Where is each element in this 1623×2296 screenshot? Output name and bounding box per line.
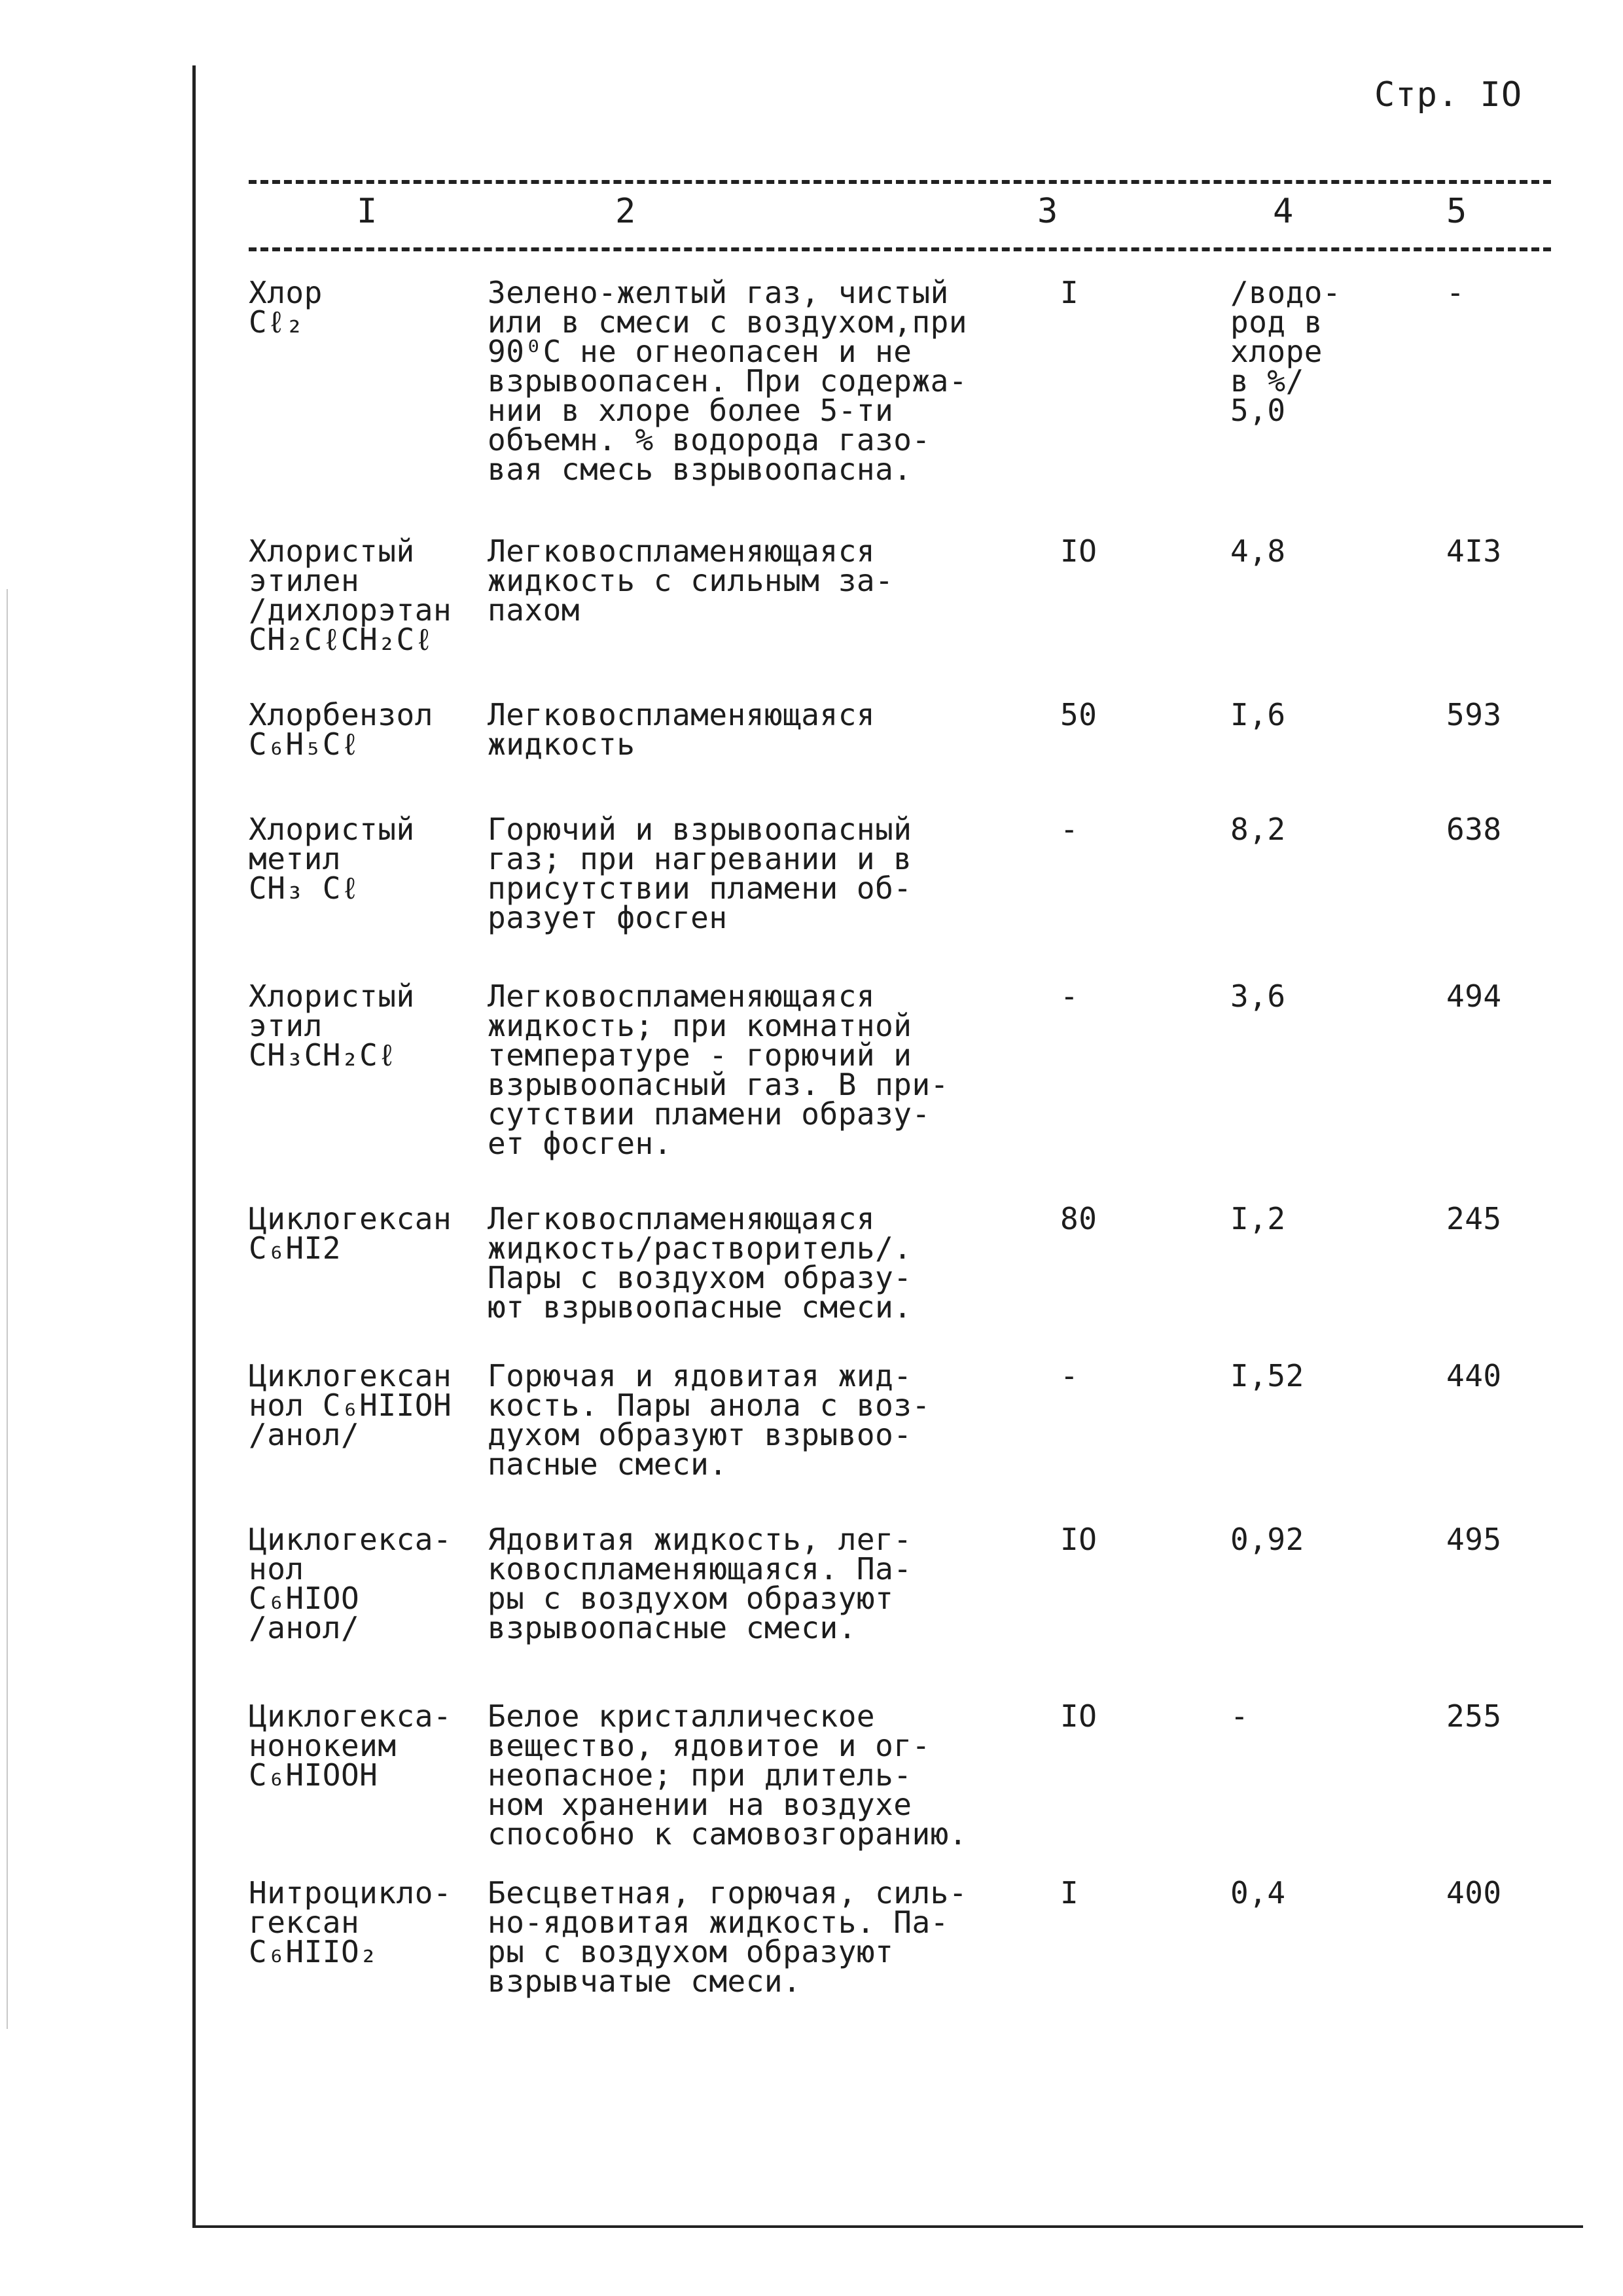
substance-description: Горючий и взрывоопасный газ; при нагревании и в присутствии пламени об- разует фосген	[488, 812, 912, 935]
value-col5: 400	[1446, 1875, 1502, 1910]
value-col4: 4,8	[1230, 533, 1286, 569]
value-col5: 494	[1446, 978, 1502, 1014]
column-header-2: 2	[615, 192, 636, 231]
substance-description: Легковоспламеняющаяся жидкость/растворитель/. Пары с воздухом образу- ют взрывоопасные смеси.	[488, 1201, 912, 1325]
value-col4: 0,4	[1230, 1875, 1286, 1910]
value-col3: IO	[1060, 1698, 1097, 1734]
value-col4: 0,92	[1230, 1522, 1304, 1557]
column-header-3: 3	[1037, 192, 1058, 231]
value-col3: I	[1060, 1875, 1079, 1910]
substance-name: Хлор Cℓ₂	[249, 275, 323, 340]
value-col5: 638	[1446, 812, 1502, 847]
value-col4: I,2	[1230, 1201, 1286, 1236]
value-col5: 4I3	[1446, 533, 1502, 569]
column-header-4: 4	[1273, 192, 1294, 231]
substance-description: Легковоспламеняющаяся жидкость с сильным за- пахом	[488, 533, 894, 628]
substance-name: Хлористый этил CH₃CH₂Cℓ	[249, 978, 415, 1073]
substance-description: Ядовитая жидкость, лег- ковоспламеняющаяся. Па- ры с воздухом образуют взрывоопасные смеси.	[488, 1522, 912, 1645]
substance-name: Циклогекса- нонокеим C₆HIOOH	[249, 1698, 452, 1793]
value-col4: /водо- род в хлоре в %/ 5,0	[1230, 275, 1342, 428]
substance-name: Хлористый этилен /дихлорэтан CH₂CℓCH₂Cℓ	[249, 533, 452, 657]
page-number: Стр. IO	[1374, 75, 1523, 115]
value-col3: I	[1060, 275, 1079, 310]
value-col3: -	[1060, 1358, 1079, 1393]
value-col4: -	[1230, 1698, 1249, 1734]
substance-name: Хлорбензол C₆H₅Cℓ	[249, 697, 433, 762]
substance-name: Циклогексан C₆HI2	[249, 1201, 452, 1266]
value-col4: I,52	[1230, 1358, 1304, 1393]
value-col5: 440	[1446, 1358, 1502, 1393]
substance-description: Белое кристаллическое вещество, ядовитое и ог- неопасное; при длитель- ном хранении на воздухе способно к самовозгоранию.	[488, 1698, 968, 1852]
header-top-rule	[249, 180, 1551, 184]
substance-name: Циклогекса- нол C₆HIOO /анол/	[249, 1522, 452, 1645]
substance-description: Зелено-желтый газ, чистый или в смеси с воздухом,при 90⁰С не огнеопасен и не взрывоопасен. При содержа- нии в хлоре более 5-ти объемн. % водорода газо- вая смесь взрывоопасна.	[488, 275, 968, 487]
column-header-5: 5	[1446, 192, 1467, 231]
value-col5: -	[1446, 275, 1465, 310]
value-col3: IO	[1060, 533, 1097, 569]
value-col5: 255	[1446, 1698, 1502, 1734]
value-col3: -	[1060, 978, 1079, 1014]
substance-description: Легковоспламеняющаяся жидкость	[488, 697, 876, 762]
column-header-1: I	[357, 192, 378, 231]
value-col4: I,6	[1230, 697, 1286, 732]
value-col4: 3,6	[1230, 978, 1286, 1014]
substance-name: Хлористый метил CH₃ Cℓ	[249, 812, 415, 906]
header-bottom-rule	[249, 247, 1551, 251]
substance-name: Нитроцикло- гексан C₆HIIO₂	[249, 1875, 452, 1969]
value-col5: 245	[1446, 1201, 1502, 1236]
value-col5: 593	[1446, 697, 1502, 732]
value-col3: 80	[1060, 1201, 1097, 1236]
substance-description: Горючая и ядовитая жид- кость. Пары анола с воз- духом образуют взрывоо- пасные смеси.	[488, 1358, 931, 1482]
substance-description: Легковоспламеняющаяся жидкость; при комнатной температуре - горючий и взрывоопасный газ. В при- сутствии пламени образу- ет фосген.	[488, 978, 949, 1161]
value-col3: IO	[1060, 1522, 1097, 1557]
binding-line	[7, 589, 8, 2029]
value-col4: 8,2	[1230, 812, 1286, 847]
value-col3: -	[1060, 812, 1079, 847]
value-col3: 50	[1060, 697, 1097, 732]
substance-description: Бесцветная, горючая, силь- но-ядовитая жидкость. Па- ры с воздухом образуют взрывчатые смеси.	[488, 1875, 968, 1999]
value-col5: 495	[1446, 1522, 1502, 1557]
substance-name: Циклогексан нол C₆HIIOH /анол/	[249, 1358, 452, 1452]
